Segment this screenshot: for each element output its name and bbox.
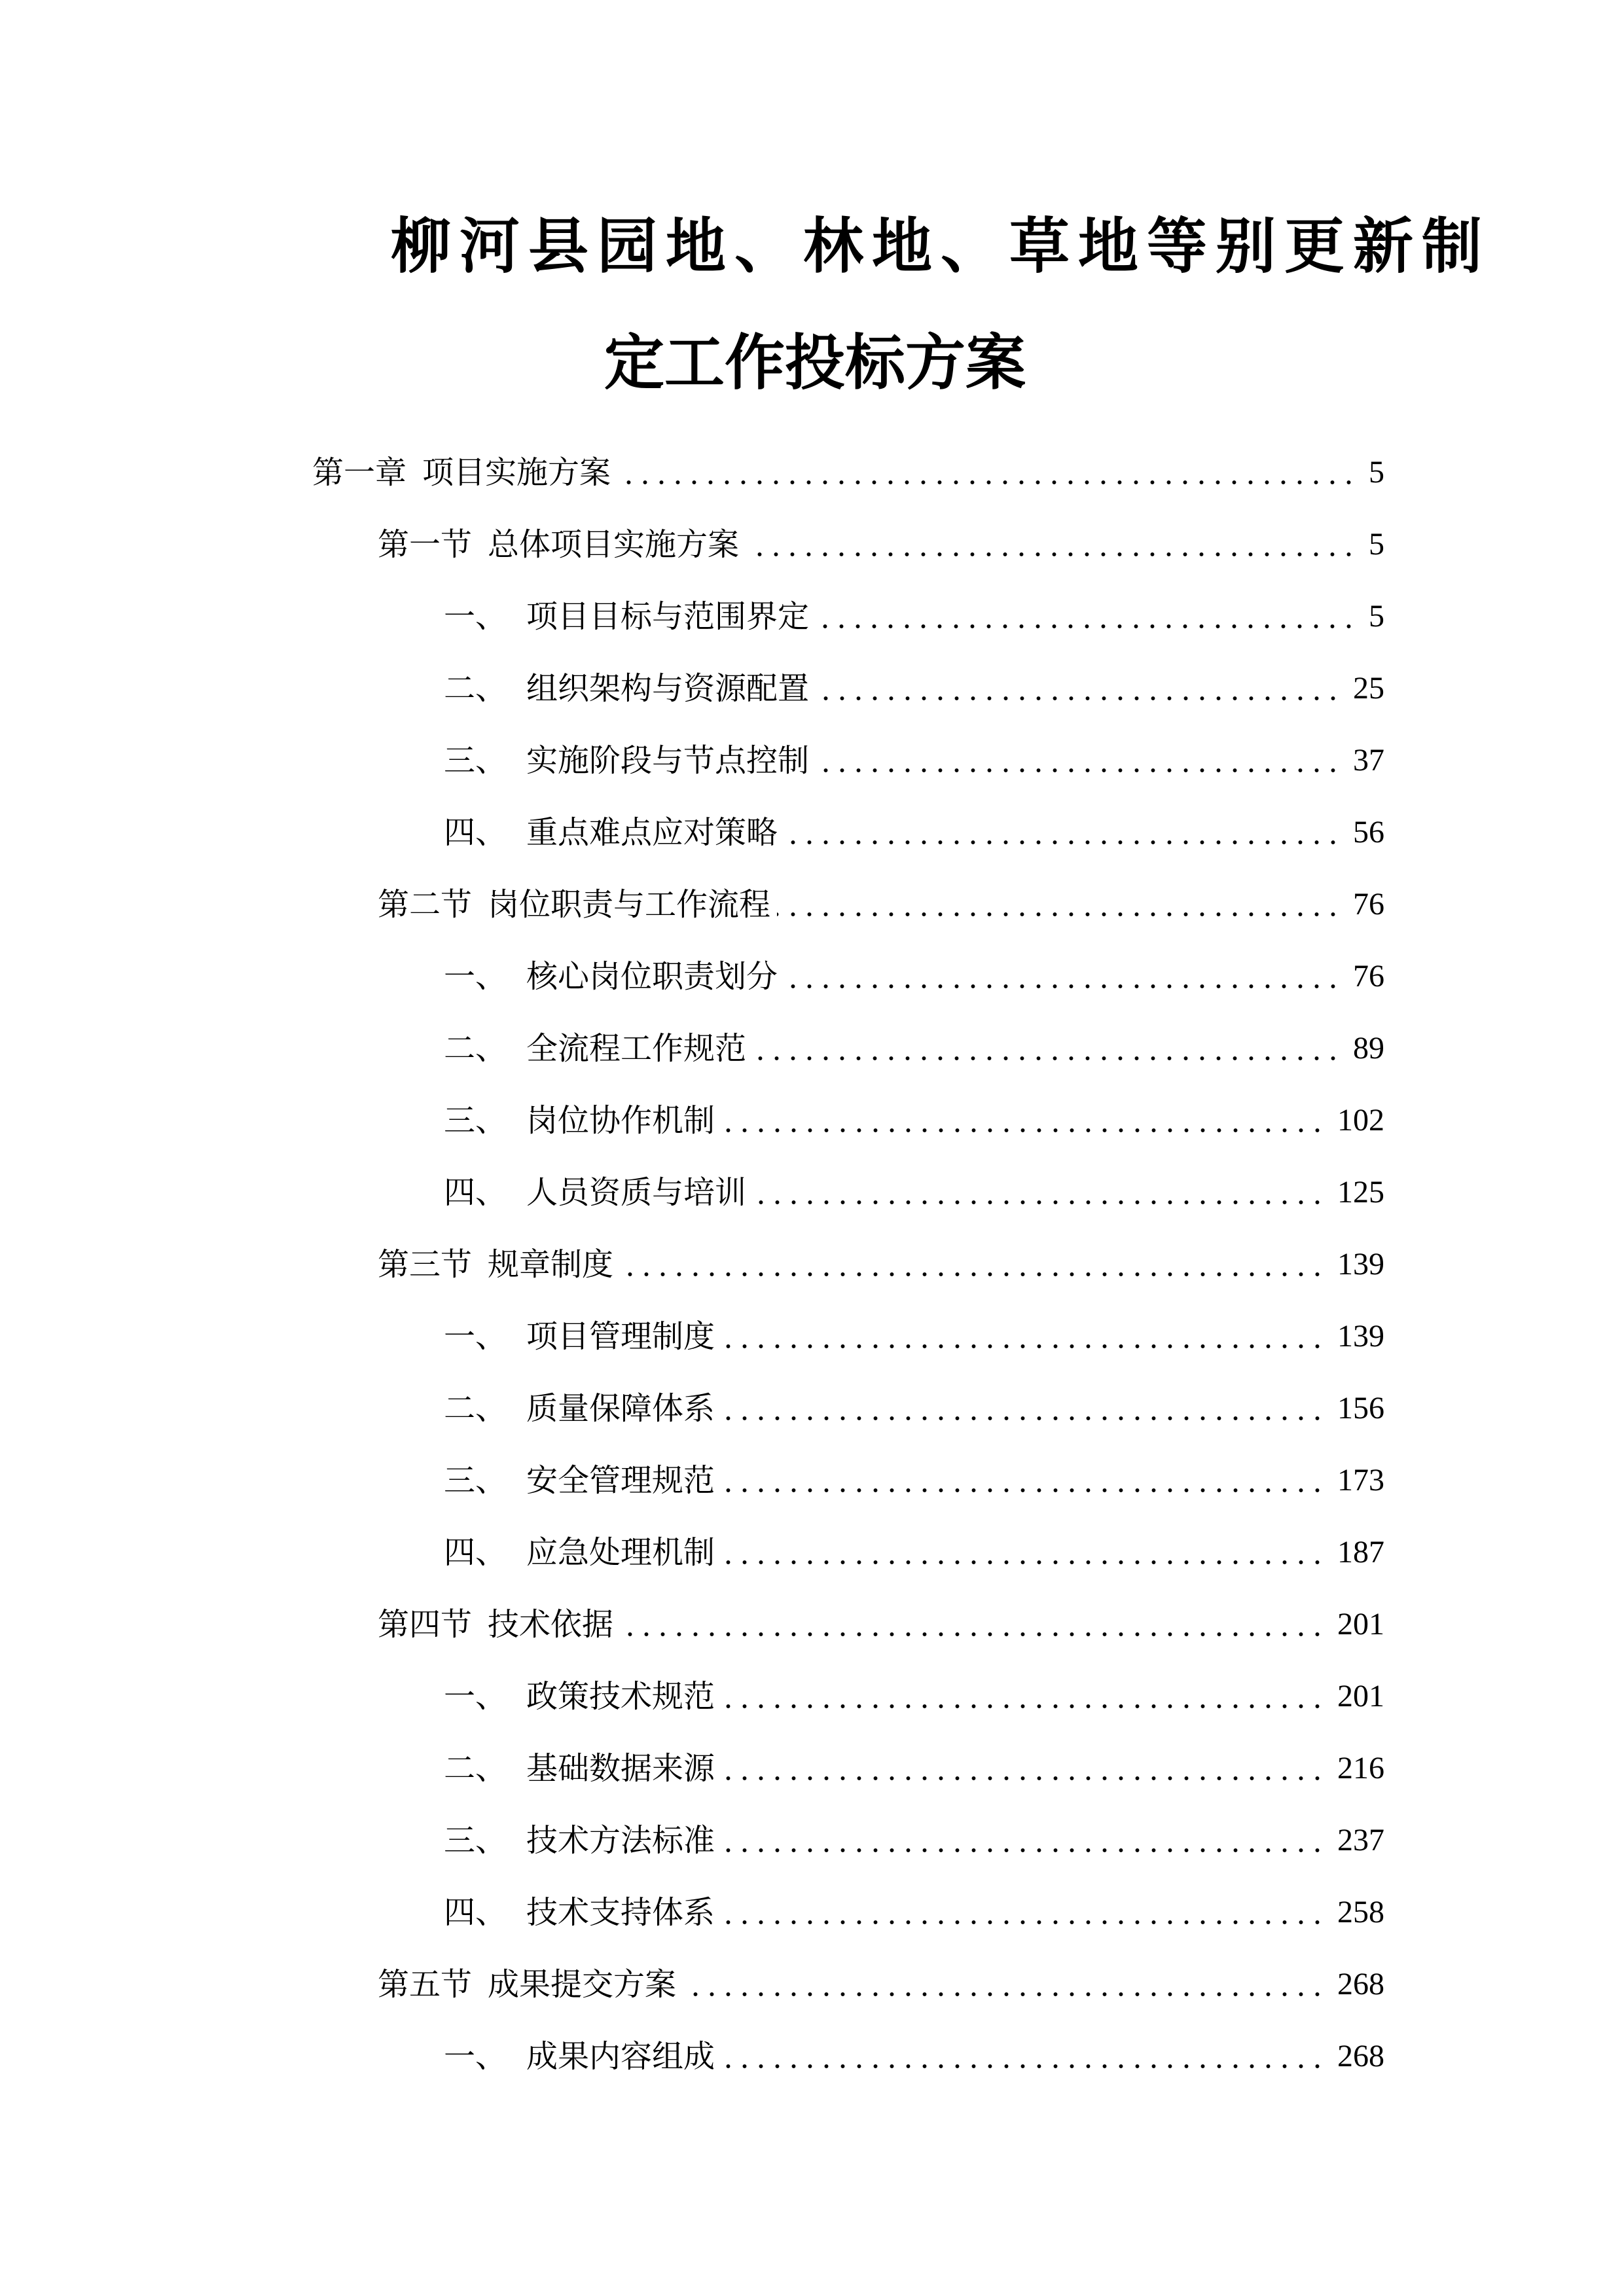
- toc-entry-number: 第四节: [378, 1606, 473, 1643]
- dot-leader: [784, 813, 1341, 852]
- dot-leader: [784, 957, 1341, 996]
- dot-leader: [777, 885, 1341, 924]
- dot-leader: [721, 1101, 1326, 1140]
- toc-entry-number: 四、: [444, 1534, 507, 1571]
- toc-entry-number: 一、: [444, 1318, 507, 1355]
- toc-entry-number: 四、: [444, 1174, 507, 1211]
- toc-entry-number: 第一章: [312, 454, 407, 491]
- toc-entry-title: 岗位职责与工作流程: [488, 886, 771, 923]
- toc-entry-title: 实施阶段与节点控制: [526, 742, 810, 779]
- toc-entry-item[interactable]: [444, 1173, 1384, 1212]
- toc-entry-number: 第三节: [378, 1246, 473, 1283]
- toc-entry-number: 一、: [444, 2038, 507, 2075]
- toc-entry-title: 政策技术规范: [526, 1678, 715, 1715]
- toc-entry-title: 规章制度: [488, 1246, 614, 1283]
- document-title-line-2: 定工作投标方案: [604, 328, 1026, 398]
- toc-entry-item[interactable]: [444, 1101, 1384, 1140]
- toc-entry-number: 二、: [444, 1030, 507, 1067]
- toc-entry-page: 258: [1337, 1895, 1384, 1929]
- toc-entry-title: 基础数据来源: [526, 1750, 715, 1787]
- dot-leader: [721, 1677, 1326, 1716]
- toc-entry-section-3[interactable]: [378, 1245, 1384, 1284]
- toc-entry-section-1[interactable]: [378, 525, 1384, 564]
- toc-entry-chapter-1[interactable]: [312, 453, 1384, 492]
- dot-leader: [816, 741, 1341, 780]
- toc-entry-page: 268: [1337, 1967, 1384, 2001]
- toc-entry-title: 核心岗位职责划分: [526, 958, 778, 995]
- toc-entry-section-2[interactable]: [378, 885, 1384, 924]
- toc-entry-number: 二、: [444, 1390, 507, 1427]
- toc-entry-item[interactable]: [444, 669, 1384, 708]
- toc-entry-page: 5: [1369, 527, 1384, 562]
- toc-entry-number: 三、: [444, 1822, 507, 1859]
- toc-entry-number: 一、: [444, 958, 507, 995]
- toc-entry-item[interactable]: [444, 741, 1384, 780]
- dot-leader: [753, 1173, 1326, 1212]
- dot-leader: [721, 1821, 1326, 1860]
- toc-entry-title: 成果内容组成: [526, 2038, 715, 2075]
- toc-entry-number: 第一节: [378, 526, 473, 563]
- dot-leader: [617, 453, 1357, 492]
- toc-entry-title: 应急处理机制: [526, 1534, 715, 1571]
- toc-entry-page: 56: [1353, 815, 1384, 850]
- toc-entry-page: 237: [1337, 1823, 1384, 1857]
- dot-leader: [620, 1245, 1326, 1284]
- toc-entry-title: 技术方法标准: [526, 1822, 715, 1859]
- toc-entry-number: 三、: [444, 742, 507, 779]
- toc-entry-item[interactable]: [444, 1893, 1384, 1932]
- dot-leader: [721, 1389, 1326, 1428]
- toc-entry-page: 37: [1353, 743, 1384, 778]
- dot-leader: [721, 1533, 1326, 1572]
- toc-entry-page: 89: [1353, 1031, 1384, 1066]
- toc-entry-number: 二、: [444, 670, 507, 707]
- toc-entry-page: 5: [1369, 455, 1384, 490]
- toc-entry-page: 201: [1337, 1679, 1384, 1713]
- toc-entry-title: 技术依据: [488, 1606, 614, 1643]
- dot-leader: [816, 669, 1341, 708]
- toc-entry-number: 四、: [444, 1894, 507, 1931]
- dot-leader: [721, 2037, 1326, 2076]
- toc-entry-title: 技术支持体系: [526, 1894, 715, 1931]
- toc-entry-title: 重点难点应对策略: [526, 814, 778, 851]
- toc-entry-title: 岗位协作机制: [526, 1102, 715, 1139]
- toc-entry-page: 173: [1337, 1463, 1384, 1498]
- toc-entry-page: 139: [1337, 1247, 1384, 1282]
- toc-entry-item[interactable]: [444, 813, 1384, 852]
- dot-leader: [721, 1893, 1326, 1932]
- toc-entry-title: 项目实施方案: [422, 454, 611, 491]
- toc-entry-section-5[interactable]: [378, 1965, 1384, 2004]
- toc-entry-item[interactable]: [444, 1533, 1384, 1572]
- toc-entry-number: 四、: [444, 814, 507, 851]
- dot-leader: [683, 1965, 1326, 2004]
- toc-entry-number: 二、: [444, 1750, 507, 1787]
- toc-entry-title: 项目管理制度: [526, 1318, 715, 1355]
- toc-entry-page: 125: [1337, 1175, 1384, 1210]
- toc-entry-title: 质量保障体系: [526, 1390, 715, 1427]
- dot-leader: [746, 525, 1357, 564]
- toc-entry-number: 三、: [444, 1462, 507, 1499]
- dot-leader: [721, 1749, 1326, 1788]
- toc-entry-page: 216: [1337, 1751, 1384, 1785]
- toc-entry-number: 第二节: [378, 886, 473, 923]
- toc-entry-title: 人员资质与培训: [526, 1174, 747, 1211]
- dot-leader: [721, 1317, 1326, 1356]
- toc-entry-title: 安全管理规范: [526, 1462, 715, 1499]
- toc-entry-page: 156: [1337, 1391, 1384, 1426]
- toc-entry-page: 25: [1353, 671, 1384, 706]
- toc-entry-item[interactable]: [444, 1821, 1384, 1860]
- toc-entry-item[interactable]: [444, 1317, 1384, 1356]
- toc-entry-item[interactable]: [444, 2037, 1384, 2076]
- toc-entry-item[interactable]: [444, 1677, 1384, 1716]
- toc-entry-section-4[interactable]: [378, 1605, 1384, 1644]
- toc-entry-title: 成果提交方案: [488, 1966, 677, 2003]
- toc-entry-page: 76: [1353, 959, 1384, 994]
- dot-leader: [753, 1029, 1341, 1068]
- toc-entry-number: 第五节: [378, 1966, 473, 2003]
- toc-entry-item[interactable]: [444, 1389, 1384, 1428]
- toc-entry-page: 268: [1337, 2039, 1384, 2073]
- toc-entry-title: 项目目标与范围界定: [526, 598, 810, 635]
- document-title-line-1: 柳河县园地、林地、草地等别更新制: [391, 211, 1491, 281]
- toc-entry-page: 201: [1337, 1607, 1384, 1641]
- toc-entry-item[interactable]: [444, 1749, 1384, 1788]
- toc-entry-number: 一、: [444, 598, 507, 635]
- toc-entry-item[interactable]: [444, 1029, 1384, 1068]
- toc-entry-page: 76: [1353, 887, 1384, 922]
- toc-entry-title: 总体项目实施方案: [488, 526, 740, 563]
- toc-entry-page: 102: [1337, 1103, 1384, 1138]
- toc-entry-item[interactable]: [444, 1461, 1384, 1500]
- toc-entry-title: 组织架构与资源配置: [526, 670, 810, 707]
- dot-leader: [620, 1605, 1326, 1644]
- dot-leader: [721, 1461, 1326, 1500]
- toc-entry-item[interactable]: [444, 597, 1384, 636]
- toc-entry-number: 一、: [444, 1678, 507, 1715]
- toc-entry-page: 139: [1337, 1319, 1384, 1354]
- dot-leader: [816, 597, 1357, 636]
- toc-entry-page: 187: [1337, 1535, 1384, 1570]
- toc-entry-page: 5: [1369, 599, 1384, 634]
- toc-entry-title: 全流程工作规范: [526, 1030, 747, 1067]
- toc-entry-number: 三、: [444, 1102, 507, 1139]
- toc-entry-item[interactable]: [444, 957, 1384, 996]
